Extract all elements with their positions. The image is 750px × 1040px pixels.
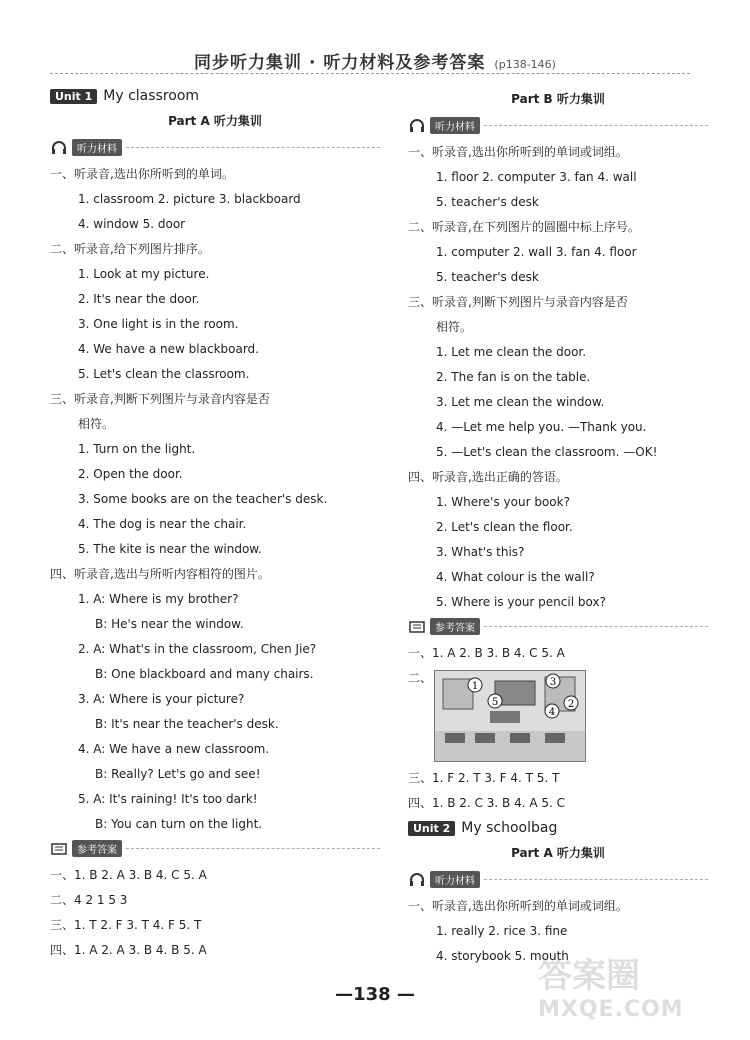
section-header-materials bbox=[408, 114, 708, 136]
question-line: 2. The fan is on the table. bbox=[436, 370, 591, 384]
question-line: 1. classroom 2. picture 3. blackboard bbox=[78, 192, 301, 206]
unit-badge: Unit 2 bbox=[408, 821, 455, 836]
question-line: 5. —Let's clean the classroom. —OK! bbox=[436, 445, 658, 459]
watermark-url: MXQE.COM bbox=[538, 997, 684, 1022]
answer-book-icon bbox=[50, 841, 68, 855]
dialogue-line: B: One blackboard and many chairs. bbox=[95, 667, 314, 681]
question-line: 4. window 5. door bbox=[78, 217, 186, 231]
question-line: 1. Let me clean the door. bbox=[436, 345, 587, 359]
right-column bbox=[408, 86, 708, 969]
question-line: 1. Where's your book? bbox=[436, 495, 570, 509]
question-line: 5. The kite is near the window. bbox=[78, 542, 262, 556]
question-line: 1. Turn on the light. bbox=[78, 442, 196, 456]
question-line: 3. What's this? bbox=[436, 545, 525, 559]
question-heading: 四、听录音,选出与所听内容相符的图片。 bbox=[50, 567, 270, 581]
picture-number: 3 bbox=[549, 677, 557, 688]
part-title: Part A 听力集训 bbox=[168, 114, 262, 128]
answer-line: 三、1. F 2. T 3. F 4. T 5. T bbox=[408, 771, 560, 785]
section-label: 听力材料 bbox=[430, 117, 480, 134]
left-column bbox=[50, 86, 380, 963]
question-line: 2. It's near the door. bbox=[78, 292, 200, 306]
dialogue-line: 5. A: It's raining! It's too dark! bbox=[78, 792, 258, 806]
question-line: 5. teacher's desk bbox=[436, 195, 539, 209]
question-line: 4. The dog is near the chair. bbox=[78, 517, 247, 531]
answer-line: 一、1. B 2. A 3. B 4. C 5. A bbox=[50, 868, 207, 882]
section-label: 听力材料 bbox=[72, 139, 122, 156]
headphones-icon bbox=[408, 872, 426, 886]
watermark-logo bbox=[538, 948, 728, 1028]
question-heading-cont: 相符。 bbox=[436, 320, 473, 334]
question-heading: 一、听录音,选出你所听到的单词或词组。 bbox=[408, 145, 628, 159]
section-header-materials bbox=[50, 136, 380, 158]
dialogue-line: 3. A: Where is your picture? bbox=[78, 692, 245, 706]
answer-line: 二、4 2 1 5 3 bbox=[50, 893, 128, 907]
question-heading: 三、听录音,判断下列图片与录音内容是否 bbox=[50, 392, 270, 406]
section-divider bbox=[126, 848, 380, 849]
page-number: —138 — bbox=[335, 984, 415, 1005]
question-line: 5. Where is your pencil box? bbox=[436, 595, 606, 609]
page-header bbox=[0, 48, 750, 73]
classroom-drawing bbox=[435, 671, 585, 761]
unit-badge: Unit 1 bbox=[50, 89, 97, 104]
answer-picture-row bbox=[408, 666, 708, 766]
question-line: 4. What colour is the wall? bbox=[436, 570, 595, 584]
unit-heading bbox=[50, 86, 380, 106]
question-line: 5. teacher's desk bbox=[436, 270, 539, 284]
question-heading: 四、听录音,选出正确的答语。 bbox=[408, 470, 568, 484]
picture-number: 4 bbox=[548, 707, 556, 718]
part-title: Part A 听力集训 bbox=[511, 846, 605, 860]
classroom-picture bbox=[434, 670, 586, 762]
section-divider bbox=[484, 626, 708, 627]
unit-heading bbox=[408, 818, 708, 838]
answer-line: 四、1. A 2. A 3. B 4. B 5. A bbox=[50, 943, 207, 957]
question-heading: 一、听录音,选出你所听到的单词或词组。 bbox=[408, 899, 628, 913]
picture-number: 2 bbox=[567, 699, 575, 710]
question-heading-cont: 相符。 bbox=[78, 417, 115, 431]
question-line: 1. Look at my picture. bbox=[78, 267, 210, 281]
section-divider bbox=[484, 125, 708, 126]
question-heading: 一、听录音,选出你所听到的单词。 bbox=[50, 167, 234, 181]
dialogue-line: B: It's near the teacher's desk. bbox=[95, 717, 279, 731]
dialogue-line: B: Really? Let's go and see! bbox=[95, 767, 261, 781]
page-title: 同步听力集训 · 听力材料及参考答案 bbox=[194, 53, 486, 73]
header-divider bbox=[50, 73, 690, 74]
question-line: 3. Let me clean the window. bbox=[436, 395, 605, 409]
unit-title: My classroom bbox=[103, 88, 200, 104]
question-line: 4. storybook 5. mouth bbox=[436, 949, 569, 963]
question-heading: 二、听录音,在下列图片的圆圈中标上序号。 bbox=[408, 220, 640, 234]
question-line: 1. floor 2. computer 3. fan 4. wall bbox=[436, 170, 637, 184]
answer-line: 一、1. A 2. B 3. B 4. C 5. A bbox=[408, 646, 565, 660]
picture-number: 1 bbox=[471, 681, 479, 692]
question-line: 5. Let's clean the classroom. bbox=[78, 367, 250, 381]
question-line: 1. really 2. rice 3. fine bbox=[436, 924, 568, 938]
dialogue-line: B: He's near the window. bbox=[95, 617, 244, 631]
section-label: 参考答案 bbox=[72, 840, 122, 857]
question-line: 3. Some books are on the teacher's desk. bbox=[78, 492, 328, 506]
dialogue-line: 4. A: We have a new classroom. bbox=[78, 742, 270, 756]
question-heading: 二、听录音,给下列图片排序。 bbox=[50, 242, 210, 256]
question-line: 4. —Let me help you. —Thank you. bbox=[436, 420, 647, 434]
page-range: (p138-146) bbox=[494, 58, 556, 71]
section-label: 听力材料 bbox=[430, 871, 480, 888]
unit-title: My schoolbag bbox=[461, 820, 558, 836]
answer-line: 四、1. B 2. C 3. B 4. A 5. C bbox=[408, 796, 566, 810]
headphones-icon bbox=[50, 140, 68, 154]
question-line: 3. One light is in the room. bbox=[78, 317, 239, 331]
question-line: 2. Open the door. bbox=[78, 467, 183, 481]
section-header-materials bbox=[408, 868, 708, 890]
headphones-icon bbox=[408, 118, 426, 132]
section-divider bbox=[484, 879, 708, 880]
part-title: Part B 听力集训 bbox=[511, 92, 605, 106]
answer-line: 二、 bbox=[408, 671, 433, 685]
section-divider bbox=[126, 147, 380, 148]
answer-line: 三、1. T 2. F 3. T 4. F 5. T bbox=[50, 918, 202, 932]
question-line: 4. We have a new blackboard. bbox=[78, 342, 259, 356]
section-label: 参考答案 bbox=[430, 618, 480, 635]
dialogue-line: B: You can turn on the light. bbox=[95, 817, 263, 831]
answer-book-icon bbox=[408, 619, 426, 633]
watermark-text: 答案圈 bbox=[538, 956, 640, 996]
picture-number: 5 bbox=[491, 697, 499, 708]
question-line: 1. computer 2. wall 3. fan 4. floor bbox=[436, 245, 637, 259]
question-heading: 三、听录音,判断下列图片与录音内容是否 bbox=[408, 295, 628, 309]
section-header-answers bbox=[408, 615, 708, 637]
dialogue-line: 2. A: What's in the classroom, Chen Jie? bbox=[78, 642, 317, 656]
question-line: 2. Let's clean the floor. bbox=[436, 520, 573, 534]
section-header-answers bbox=[50, 837, 380, 859]
dialogue-line: 1. A: Where is my brother? bbox=[78, 592, 239, 606]
